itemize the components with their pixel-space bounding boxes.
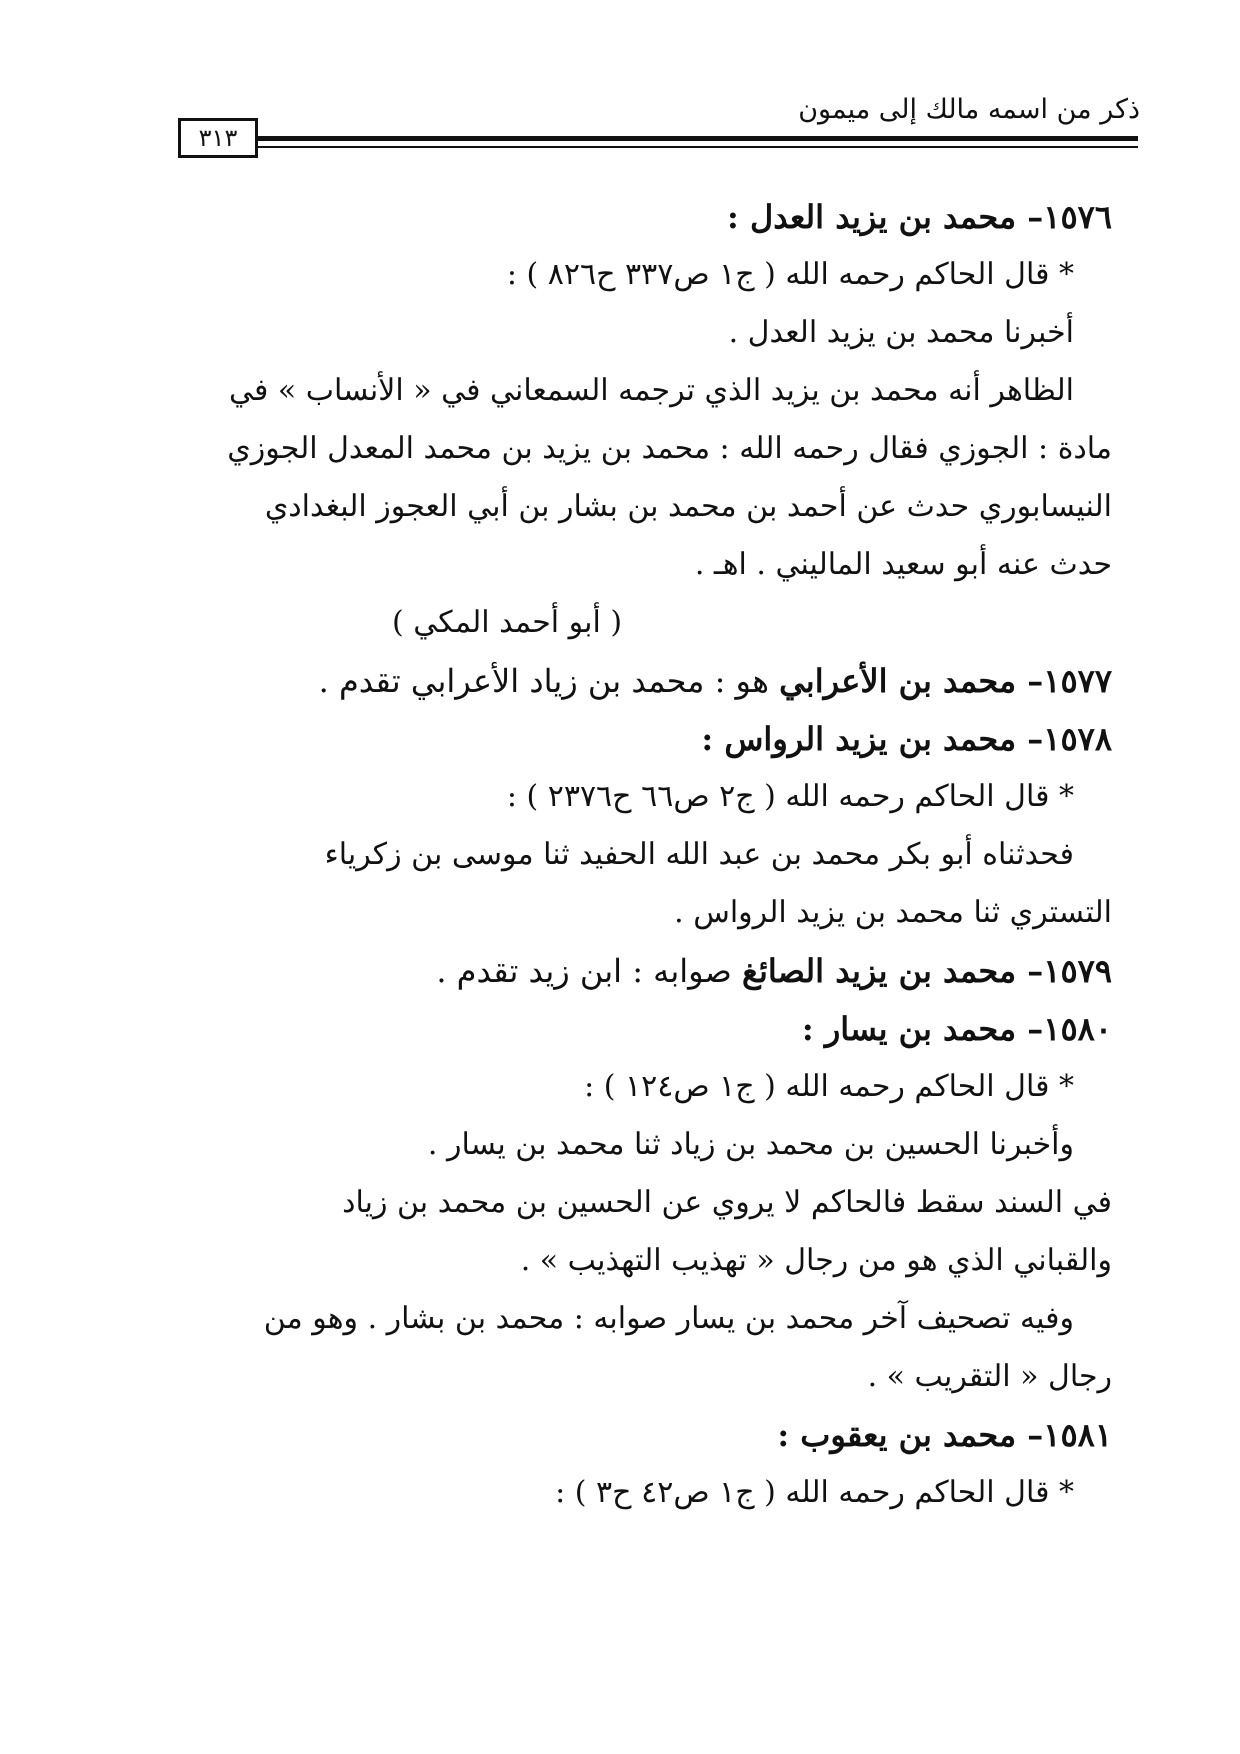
commentary-line-3: النيسابوري حدث عن أحمد بن محمد بن بشار بن أبي العجوز البغدادي xyxy=(264,489,1112,524)
entry-heading-1581: ١٥٨١– محمد بن يعقوب : xyxy=(777,1416,1112,1454)
commentary-1580-a-line-1: في السند سقط فالحاكم لا يروي عن الحسين بن محمد بن زياد xyxy=(342,1185,1112,1220)
commentary-1580-a-line-2: والقباني الذي هو من رجال « تهذيب التهذيب » . xyxy=(520,1243,1112,1278)
commentary-line-4: حدث عنه أبو سعيد الماليني . اهـ . xyxy=(694,547,1112,582)
source-reference-1576: * قال الحاكم رحمه الله ( ج١ ص٣٣٧ ح٨٢٦ ) : xyxy=(506,257,1074,292)
hadith-text-1576: أخبرنا محمد بن يزيد العدل . xyxy=(728,315,1074,350)
entry-heading-1579-name: ١٥٧٩– محمد بن يزيد الصائغ xyxy=(741,952,1112,990)
entry-heading-1579 xyxy=(172,942,1112,1000)
entry-heading-1576: ١٥٧٦– محمد بن يزيد العدل : xyxy=(726,198,1112,236)
entry-heading-1579-note: صوابه : ابن زيد تقدم . xyxy=(436,952,742,990)
commentary-line-2: مادة : الجوزي فقال رحمه الله : محمد بن يزيد بن محمد المعدل الجوزي xyxy=(227,431,1112,466)
entry-heading-1578: ١٥٧٨– محمد بن يزيد الرواس : xyxy=(701,720,1112,758)
header-rule-thin xyxy=(258,146,1138,148)
entry-heading-1577 xyxy=(172,652,1112,710)
source-reference-1578: * قال الحاكم رحمه الله ( ج٢ ص٦٦ ح٢٣٧٦ ) : xyxy=(506,779,1074,814)
commentary-1580-b-line-1: وفيه تصحيف آخر محمد بن يسار صوابه : محمد بن بشار . وهو من xyxy=(263,1301,1074,1336)
hadith-text-1580: وأخبرنا الحسين بن محمد بن زياد ثنا محمد بن يسار . xyxy=(427,1127,1074,1162)
source-reference-1581: * قال الحاكم رحمه الله ( ج١ ص٤٢ ح٣ ) : xyxy=(555,1475,1074,1510)
source-reference-1580: * قال الحاكم رحمه الله ( ج١ ص١٢٤ ) : xyxy=(584,1069,1074,1104)
page-number-box: ٣١٣ xyxy=(178,118,258,158)
commentary-line-1: الظاهر أنه محمد بن يزيد الذي ترجمه السمعاني في « الأنساب » في xyxy=(229,373,1074,408)
running-header-title: ذكر من اسمه مالك إلى ميمون xyxy=(798,94,1140,125)
entry-heading-1577-name: ١٥٧٧– محمد بن الأعرابي xyxy=(779,662,1112,700)
hadith-text-1578-line-1: فحدثناه أبو بكر محمد بن عبد الله الحفيد ثنا موسى بن زكرياء xyxy=(324,837,1074,872)
entry-heading-1580: ١٥٨٠– محمد بن يسار : xyxy=(801,1010,1112,1048)
page-body xyxy=(172,188,1112,1522)
author-attribution: ( أبو أحمد المكي ) xyxy=(392,605,623,640)
entry-heading-1577-note: هو : محمد بن زياد الأعرابي تقدم . xyxy=(318,662,780,700)
commentary-1580-b-line-2: رجال « التقريب » . xyxy=(867,1359,1112,1394)
header-rule-thick xyxy=(258,136,1138,141)
hadith-text-1578-line-2: التستري ثنا محمد بن يزيد الرواس . xyxy=(674,895,1112,930)
